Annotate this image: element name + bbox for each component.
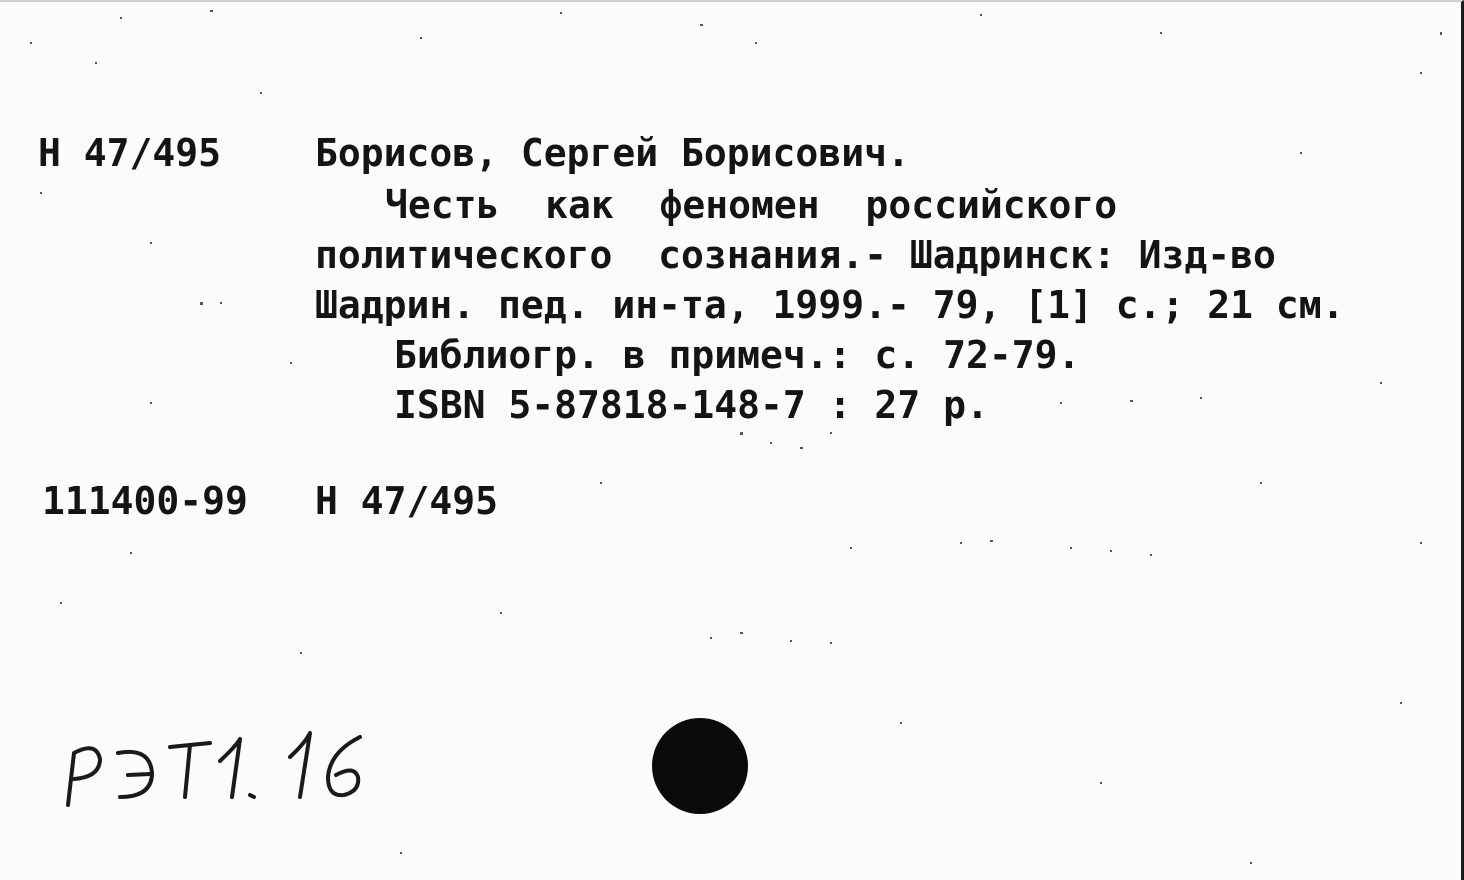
bibliography-note: Библиогр. в примеч.: с. 72-79. — [394, 333, 1081, 377]
title-line-1: Честь как феномен российского — [385, 183, 1118, 227]
imprint-line: Шадрин. пед. ин-та, 1999.- 79, [1] с.; 21 см. — [315, 283, 1345, 327]
shelf-mark-repeat: Н 47/495 — [315, 479, 499, 523]
accession-number: 111400-99 — [42, 479, 248, 523]
author-heading: Борисов, Сергей Борисович. — [315, 131, 910, 175]
title-line-2: политического сознания.- Шадринск: Изд-во — [315, 233, 1276, 277]
punch-hole — [652, 718, 748, 814]
shelf-mark: Н 47/495 — [38, 131, 222, 175]
isbn-line: ISBN 5-87818-148-7 : 27 р. — [394, 383, 989, 427]
handwritten-note — [60, 717, 400, 817]
